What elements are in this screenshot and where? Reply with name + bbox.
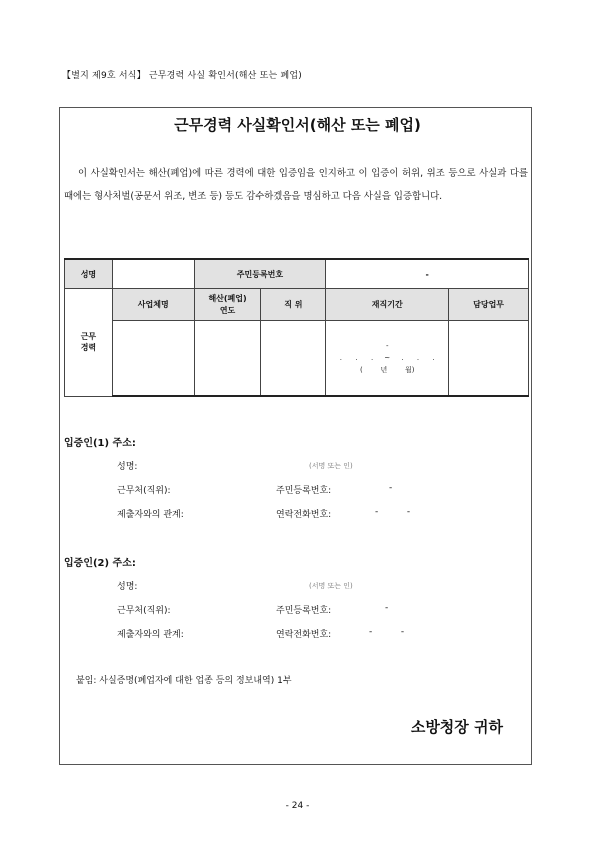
career-label-cell: 근무 경력 bbox=[65, 289, 113, 397]
col-position: 직 위 bbox=[261, 289, 326, 321]
witness2-heading: 입증인(2) 주소: bbox=[64, 558, 136, 569]
witness1-sign-note: (서명 또는 인) bbox=[309, 462, 353, 470]
page-number: - 24 - bbox=[285, 801, 310, 811]
witness1-phone-dashes: - - bbox=[375, 507, 411, 517]
position-cell[interactable] bbox=[261, 321, 326, 397]
witness2-phone-label: 연락전화번호: bbox=[276, 630, 332, 640]
witness1-rrn-dash: - bbox=[389, 483, 393, 493]
witness2-rrn-label: 주민등록번호: bbox=[276, 606, 332, 616]
witness1-relation-label: 제출자와의 관계: bbox=[117, 510, 184, 520]
witness1-heading: 입증인(1) 주소: bbox=[64, 438, 136, 449]
addressee: 소방청장 귀하 bbox=[410, 718, 503, 736]
period-years-months: ( 년 월) bbox=[359, 366, 415, 374]
intro-text: 이 사실확인서는 해산(폐업)에 따른 경력에 대한 입증임을 인지하고 이 입증이 허위, 위조 등으로 사실과 다를 때에는 형사처벌(공문서 위조, 변조 등) 등도 감수하겠음을 명심하고 다음 사실을 입증합니다. bbox=[64, 168, 528, 202]
period-dates: . . . ~ . . . bbox=[339, 354, 435, 362]
rrn-label-cell: 주민등록번호 bbox=[194, 259, 326, 289]
name-input-cell[interactable] bbox=[112, 259, 194, 289]
witness2-name-label: 성명: bbox=[117, 582, 138, 592]
witness2-relation-label: 제출자와의 관계: bbox=[117, 630, 184, 640]
col-closure-year: 해산(폐업) 연도 bbox=[194, 289, 261, 321]
witness2-sign-note: (서명 또는 인) bbox=[309, 582, 353, 590]
witness1-rrn-label: 주민등록번호: bbox=[276, 486, 332, 496]
witness2-workplace-label: 근무처(직위): bbox=[117, 606, 171, 616]
rrn-input-cell[interactable]: - bbox=[326, 259, 529, 289]
witness1-phone-label: 연락전화번호: bbox=[276, 510, 332, 520]
duties-cell[interactable] bbox=[449, 321, 529, 397]
col-company-name: 사업체명 bbox=[112, 289, 194, 321]
attachment-note: 붙임: 사실증명(폐업자에 대한 업종 등의 정보내역) 1부 bbox=[76, 676, 292, 686]
form-number-label: 【별지 제9호 서식】 근무경력 사실 확인서(해산 또는 폐업) bbox=[62, 71, 302, 81]
witness1-name-label: 성명: bbox=[117, 462, 138, 472]
applicant-table bbox=[64, 258, 529, 397]
document-title: 근무경력 사실확인서(해산 또는 폐업) bbox=[174, 116, 421, 134]
employment-period-cell[interactable] bbox=[326, 321, 449, 397]
col-duties: 담당업무 bbox=[449, 289, 529, 321]
witness2-rrn-dash: - bbox=[385, 603, 389, 613]
witness2-phone-dashes: - - bbox=[369, 627, 405, 637]
closure-year-cell[interactable] bbox=[194, 321, 261, 397]
period-dash: - bbox=[385, 342, 389, 350]
company-name-cell[interactable] bbox=[112, 321, 194, 397]
name-label-cell: 성명 bbox=[65, 259, 113, 289]
intro-paragraph bbox=[64, 162, 528, 208]
col-employment-period: 재직기간 bbox=[326, 289, 449, 321]
witness1-workplace-label: 근무처(직위): bbox=[117, 486, 171, 496]
